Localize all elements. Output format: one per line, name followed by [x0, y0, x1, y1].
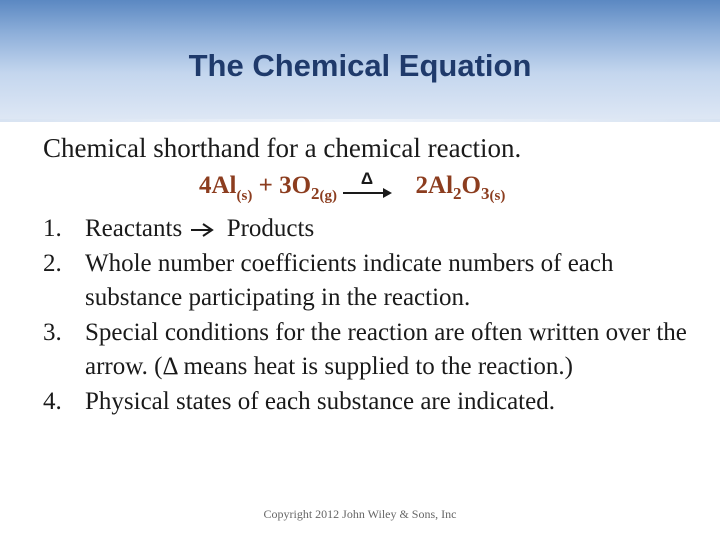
list-item — [43, 247, 693, 316]
list-number: 3. — [43, 318, 62, 346]
list-text: Physical states of each substance are indicated. — [85, 387, 555, 415]
list-number: 2. — [43, 249, 62, 277]
slide-title: The Chemical Equation — [188, 48, 532, 83]
reaction-arrow-icon — [341, 172, 393, 202]
products-label: Products — [226, 215, 315, 242]
list-item — [43, 385, 693, 420]
list-number: 4. — [43, 387, 62, 415]
oxygen-subscript: 2 — [311, 184, 320, 203]
aluminum-subscript: 2 — [453, 184, 462, 203]
plus-sign: + — [258, 172, 273, 199]
product-oxygen: O — [461, 172, 481, 199]
list-number: 1. — [43, 215, 62, 242]
reactant-oxygen: 3O — [279, 172, 312, 199]
list-text: Whole number coefficients indicate numbers of each substance participating in the reaction. — [85, 249, 614, 311]
heat-condition: Δ — [361, 172, 374, 189]
intro-text: Chemical shorthand for a chemical reaction. — [43, 133, 522, 163]
list-item — [43, 212, 693, 247]
product-state-solid: (s) — [489, 188, 506, 204]
list-text: Special conditions for the reaction are often written over the arrow. (Δ means heat is supplied to the reaction.) — [85, 318, 687, 380]
points-list — [43, 212, 693, 419]
reactants-label: Reactants — [85, 215, 183, 242]
reaction-arrow — [341, 172, 393, 202]
chemical-equation — [199, 172, 505, 205]
list-text — [85, 212, 693, 247]
reactant-aluminum: 4Al — [199, 172, 237, 199]
state-gas: (g) — [319, 188, 338, 204]
list-item — [43, 316, 693, 385]
product-oxygen-subscript: 3 — [480, 184, 490, 203]
state-solid: (s) — [236, 188, 253, 204]
product-aluminum-oxide: 2Al — [415, 172, 454, 199]
right-arrow-icon — [190, 222, 218, 238]
copyright-footer: Copyright 2012 John Wiley & Sons, Inc — [263, 507, 457, 521]
